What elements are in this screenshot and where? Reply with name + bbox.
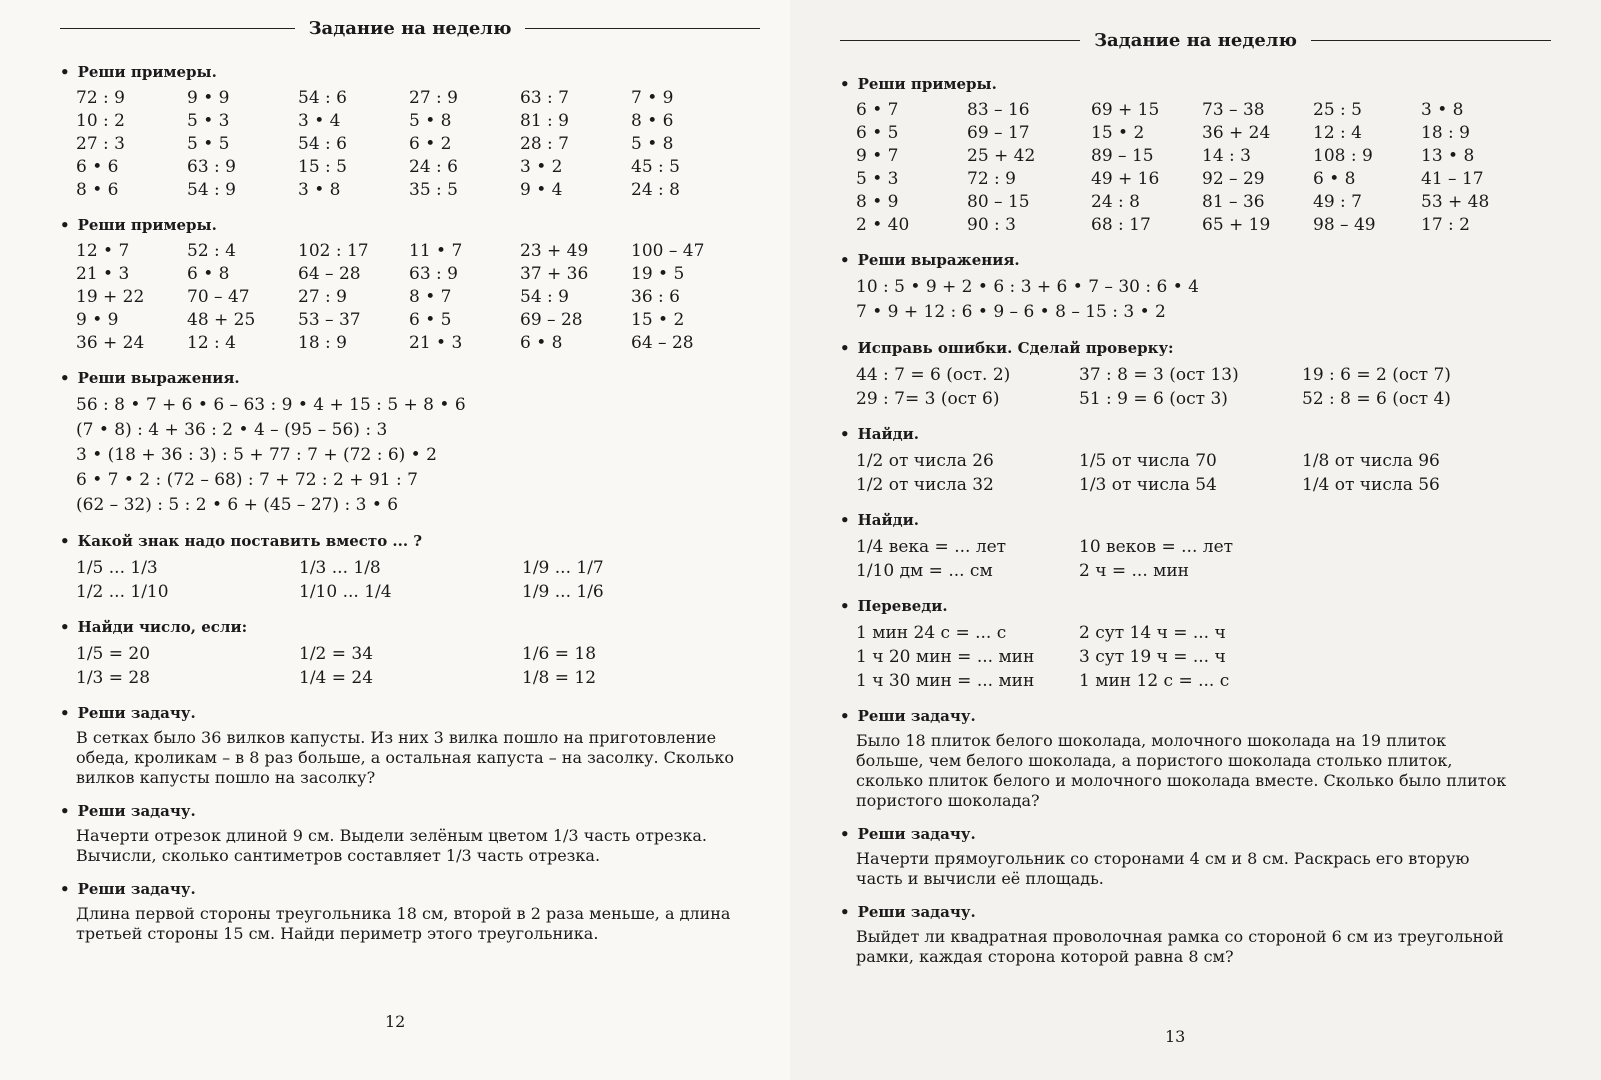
exercise-title: • Какой знак надо поставить вместо ... ? (60, 532, 760, 550)
grid-cell: 28 : 7 (520, 134, 569, 154)
grid-cell: 1/5 от числа 70 (1079, 451, 1217, 471)
grid-cell: 3 • 8 (298, 180, 341, 200)
examples-grid (76, 240, 760, 355)
grid-cell: 65 + 19 (1202, 215, 1271, 235)
grid-cell: 10 : 2 (76, 111, 125, 131)
grid-cell: 13 • 8 (1421, 146, 1475, 166)
exercise-title: • Реши задачу. (840, 903, 1551, 921)
header-rule (1311, 40, 1551, 41)
grid-cell: 1/3 от числа 54 (1079, 475, 1217, 495)
grid-cell: 48 + 25 (187, 310, 256, 330)
grid-cell: 6 • 2 (409, 134, 452, 154)
grid-cell: 6 • 6 (76, 157, 119, 177)
grid-cell: 7 • 9 (631, 88, 674, 108)
grid-cell: 3 • 4 (298, 111, 341, 131)
exercise-title: • Переведи. (840, 597, 1551, 615)
expression-line: (7 • 8) : 4 + 36 : 2 • 4 – (95 – 56) : 3 (76, 420, 388, 440)
exercise-section (60, 369, 760, 518)
exercise-section (60, 880, 760, 944)
task-text: Выйдет ли квадратная проволочная рамка со стороной 6 см из треугольной рамки, каждая сторона которой равна 8 см? (856, 927, 1504, 966)
grid-cell: 1/9 ... 1/7 (522, 558, 604, 578)
exercise-section (840, 707, 1551, 811)
fraction-of-number-grid (856, 449, 1551, 497)
exercise-section (60, 704, 760, 788)
grid-cell: 63 : 9 (409, 264, 458, 284)
grid-cell: 53 + 48 (1421, 192, 1490, 212)
exercise-title: • Исправь ошибки. Сделай проверку: (840, 339, 1551, 357)
expression-line: (62 – 32) : 5 : 2 • 6 + (45 – 27) : 3 • 6 (76, 495, 399, 515)
grid-cell: 18 : 9 (298, 333, 347, 353)
grid-cell: 6 • 5 (856, 123, 899, 143)
find-number-grid (76, 642, 760, 690)
grid-cell: 37 + 36 (520, 264, 589, 284)
grid-cell: 83 – 16 (967, 100, 1030, 120)
grid-cell: 69 – 17 (967, 123, 1030, 143)
grid-cell: 1/10 дм = ... см (856, 561, 993, 581)
grid-cell: 108 : 9 (1313, 146, 1373, 166)
grid-cell: 37 : 8 = 3 (ост 13) (1079, 365, 1239, 385)
expression-line: 10 : 5 • 9 + 2 • 6 : 3 + 6 • 7 – 30 : 6 • 4 (856, 277, 1199, 297)
exercise-section (840, 425, 1551, 497)
exercise-section (60, 216, 760, 355)
examples-grid (76, 87, 760, 202)
grid-cell: 12 : 4 (1313, 123, 1362, 143)
grid-cell: 5 • 3 (856, 169, 899, 189)
exercise-section (840, 903, 1551, 967)
grid-cell: 21 • 3 (409, 333, 463, 353)
exercise-title: • Реши примеры. (840, 75, 1551, 93)
exercise-section (840, 339, 1551, 411)
grid-cell: 81 : 9 (520, 111, 569, 131)
grid-cell: 27 : 9 (409, 88, 458, 108)
grid-cell: 1/10 ... 1/4 (299, 582, 392, 602)
grid-cell: 8 • 6 (631, 111, 674, 131)
units-grid (856, 535, 1551, 583)
comparison-grid (76, 556, 760, 604)
exercise-title: • Реши задачу. (60, 802, 760, 820)
grid-cell: 41 – 17 (1421, 169, 1484, 189)
grid-cell: 1/6 = 18 (522, 644, 597, 664)
grid-cell: 45 : 5 (631, 157, 680, 177)
grid-cell: 1/5 ... 1/3 (76, 558, 158, 578)
exercise-section (840, 597, 1551, 693)
exercise-title: • Реши задачу. (60, 880, 760, 898)
grid-cell: 3 • 8 (1421, 100, 1464, 120)
grid-cell: 1/4 века = ... лет (856, 537, 1007, 557)
task-text: Было 18 плиток белого шоколада, молочного шоколада на 19 плиток больше, чем белого шоколада, а пористого шоколада столько плиток, сколько плиток белого и молочного шоколада вместе. Сколько было плиток пористого шоколада? (856, 731, 1507, 810)
grid-cell: 54 : 6 (298, 134, 347, 154)
grid-cell: 6 • 7 (856, 100, 899, 120)
expressions-list (856, 275, 1551, 325)
expression-line: 7 • 9 + 12 : 6 • 9 – 6 • 8 – 15 : 3 • 2 (856, 302, 1166, 322)
grid-cell: 49 + 16 (1091, 169, 1160, 189)
grid-cell: 17 : 2 (1421, 215, 1470, 235)
grid-cell: 53 – 37 (298, 310, 361, 330)
grid-cell: 36 : 6 (631, 287, 680, 307)
grid-cell: 9 • 9 (187, 88, 230, 108)
grid-cell: 54 : 9 (187, 180, 236, 200)
grid-cell: 1 ч 30 мин = ... мин (856, 671, 1035, 691)
right-page (790, 0, 1601, 1080)
conversion-grid (856, 621, 1551, 693)
grid-cell: 63 : 9 (187, 157, 236, 177)
grid-cell: 69 – 28 (520, 310, 583, 330)
grid-cell: 100 – 47 (631, 241, 705, 261)
grid-cell: 72 : 9 (967, 169, 1016, 189)
grid-cell: 69 + 15 (1091, 100, 1160, 120)
exercise-title: • Найди. (840, 425, 1551, 443)
grid-cell: 1/4 = 24 (299, 668, 374, 688)
grid-cell: 35 : 5 (409, 180, 458, 200)
grid-cell: 27 : 9 (298, 287, 347, 307)
exercise-title: • Реши задачу. (60, 704, 760, 722)
page-number: 13 (1165, 1027, 1186, 1046)
header-rule (60, 28, 295, 29)
grid-cell: 6 • 8 (187, 264, 230, 284)
grid-cell: 29 : 7= 3 (ост 6) (856, 389, 1000, 409)
exercise-section (60, 802, 760, 866)
grid-cell: 8 • 7 (409, 287, 452, 307)
grid-cell: 1 ч 20 мин = ... мин (856, 647, 1035, 667)
exercise-title: • Реши выражения. (60, 369, 760, 387)
grid-cell: 14 : 3 (1202, 146, 1251, 166)
grid-cell: 19 + 22 (76, 287, 145, 307)
task-text: В сетках было 36 вилков капусты. Из них 3 вилка пошло на приготовление обеда, кроликам – в 8 раз больше, а остальная капуста – на засолку. Сколько вилков капусты пошло на засолку? (76, 728, 735, 787)
grid-cell: 81 – 36 (1202, 192, 1265, 212)
exercise-section (60, 532, 760, 604)
grid-cell: 1/2 ... 1/10 (76, 582, 169, 602)
grid-cell: 36 + 24 (76, 333, 145, 353)
grid-cell: 2 • 40 (856, 215, 910, 235)
grid-cell: 12 : 4 (187, 333, 236, 353)
grid-cell: 27 : 3 (76, 134, 125, 154)
page-title: Задание на неделю (1094, 30, 1297, 51)
grid-cell: 5 • 8 (631, 134, 674, 154)
left-page (0, 0, 790, 1080)
grid-cell: 2 сут 14 ч = ... ч (1079, 623, 1226, 643)
grid-cell: 1 мин 24 с = ... с (856, 623, 1007, 643)
grid-cell: 5 • 3 (187, 111, 230, 131)
grid-cell: 68 : 17 (1091, 215, 1151, 235)
exercise-title: • Реши выражения. (840, 251, 1551, 269)
grid-cell: 1/3 ... 1/8 (299, 558, 381, 578)
grid-cell: 54 : 9 (520, 287, 569, 307)
page-title: Задание на неделю (308, 18, 512, 39)
grid-cell: 70 – 47 (187, 287, 250, 307)
grid-cell: 36 + 24 (1202, 123, 1271, 143)
grid-cell: 54 : 6 (298, 88, 347, 108)
grid-cell: 52 : 8 = 6 (ост 4) (1302, 389, 1451, 409)
grid-cell: 18 : 9 (1421, 123, 1470, 143)
expression-line: 6 • 7 • 2 : (72 – 68) : 7 + 72 : 2 + 91 : 7 (76, 470, 418, 490)
grid-cell: 80 – 15 (967, 192, 1030, 212)
grid-cell: 52 : 4 (187, 241, 236, 261)
grid-cell: 9 • 4 (520, 180, 563, 200)
grid-cell: 9 • 7 (856, 146, 899, 166)
grid-cell: 1/2 от числа 32 (856, 475, 994, 495)
task-text: Начерти прямоугольник со сторонами 4 см и 8 см. Раскрась его вторую часть и вычисли её площадь. (856, 849, 1470, 888)
expression-line: 3 • (18 + 36 : 3) : 5 + 77 : 7 + (72 : 6) • 2 (76, 445, 437, 465)
exercise-section (840, 75, 1551, 237)
exercise-section (840, 825, 1551, 889)
grid-cell: 1/9 ... 1/6 (522, 582, 604, 602)
expressions-list (76, 393, 760, 518)
grid-cell: 102 : 17 (298, 241, 369, 261)
grid-cell: 1/2 от числа 26 (856, 451, 994, 471)
grid-cell: 49 : 7 (1313, 192, 1362, 212)
grid-cell: 92 – 29 (1202, 169, 1265, 189)
grid-cell: 1/4 от числа 56 (1302, 475, 1440, 495)
grid-cell: 3 • 2 (520, 157, 563, 177)
grid-cell: 24 : 8 (631, 180, 680, 200)
grid-cell: 1/8 = 12 (522, 668, 597, 688)
task-text: Начерти отрезок длиной 9 см. Выдели зелёным цветом 1/3 часть отрезка. Вычисли, сколько сантиметров составляет 1/3 часть отрезка. (76, 826, 707, 865)
exercise-title: • Реши примеры. (60, 216, 760, 234)
grid-cell: 11 • 7 (409, 241, 463, 261)
exercise-title: • Найди. (840, 511, 1551, 529)
exercise-title: • Реши примеры. (60, 63, 760, 81)
grid-cell: 1/2 = 34 (299, 644, 374, 664)
grid-cell: 1/3 = 28 (76, 668, 151, 688)
grid-cell: 24 : 8 (1091, 192, 1140, 212)
grid-cell: 90 : 3 (967, 215, 1016, 235)
grid-cell: 15 • 2 (631, 310, 685, 330)
grid-cell: 1/5 = 20 (76, 644, 151, 664)
grid-cell: 63 : 7 (520, 88, 569, 108)
grid-cell: 64 – 28 (631, 333, 694, 353)
page-number: 12 (385, 1012, 406, 1031)
grid-cell: 3 сут 19 ч = ... ч (1079, 647, 1226, 667)
grid-cell: 25 : 5 (1313, 100, 1362, 120)
grid-cell: 89 – 15 (1091, 146, 1154, 166)
grid-cell: 19 • 5 (631, 264, 685, 284)
header-rule (840, 40, 1080, 41)
exercise-section (840, 511, 1551, 583)
grid-cell: 19 : 6 = 2 (ост 7) (1302, 365, 1451, 385)
grid-cell: 6 • 8 (1313, 169, 1356, 189)
grid-cell: 51 : 9 = 6 (ост 3) (1079, 389, 1228, 409)
expression-line: 56 : 8 • 7 + 6 • 6 – 63 : 9 • 4 + 15 : 5 + 8 • 6 (76, 395, 466, 415)
grid-cell: 12 • 7 (76, 241, 130, 261)
grid-cell: 24 : 6 (409, 157, 458, 177)
grid-cell: 23 + 49 (520, 241, 589, 261)
page-header (840, 30, 1551, 51)
grid-cell: 73 – 38 (1202, 100, 1265, 120)
grid-cell: 6 • 8 (520, 333, 563, 353)
grid-cell: 5 • 5 (187, 134, 230, 154)
grid-cell: 15 : 5 (298, 157, 347, 177)
grid-cell: 8 • 6 (76, 180, 119, 200)
task-text: Длина первой стороны треугольника 18 см, второй в 2 раза меньше, а длина третьей стороны 15 см. Найди периметр этого треугольника. (76, 904, 731, 943)
exercise-title: • Реши задачу. (840, 825, 1551, 843)
exercise-title: • Найди число, если: (60, 618, 760, 636)
exercise-title: • Реши задачу. (840, 707, 1551, 725)
grid-cell: 1 мин 12 с = ... с (1079, 671, 1230, 691)
grid-cell: 2 ч = ... мин (1079, 561, 1190, 581)
grid-cell: 15 • 2 (1091, 123, 1145, 143)
examples-grid (856, 99, 1551, 237)
grid-cell: 6 • 5 (409, 310, 452, 330)
grid-cell: 10 веков = ... лет (1079, 537, 1234, 557)
corrections-grid (856, 363, 1551, 411)
exercise-section (840, 251, 1551, 325)
grid-cell: 8 • 9 (856, 192, 899, 212)
grid-cell: 5 • 8 (409, 111, 452, 131)
grid-cell: 44 : 7 = 6 (ост. 2) (856, 365, 1011, 385)
header-rule (525, 28, 760, 29)
grid-cell: 21 • 3 (76, 264, 130, 284)
grid-cell: 64 – 28 (298, 264, 361, 284)
grid-cell: 1/8 от числа 96 (1302, 451, 1440, 471)
grid-cell: 25 + 42 (967, 146, 1036, 166)
grid-cell: 72 : 9 (76, 88, 125, 108)
exercise-section (60, 63, 760, 202)
grid-cell: 98 – 49 (1313, 215, 1376, 235)
page-header (60, 18, 760, 39)
exercise-section (60, 618, 760, 690)
grid-cell: 9 • 9 (76, 310, 119, 330)
